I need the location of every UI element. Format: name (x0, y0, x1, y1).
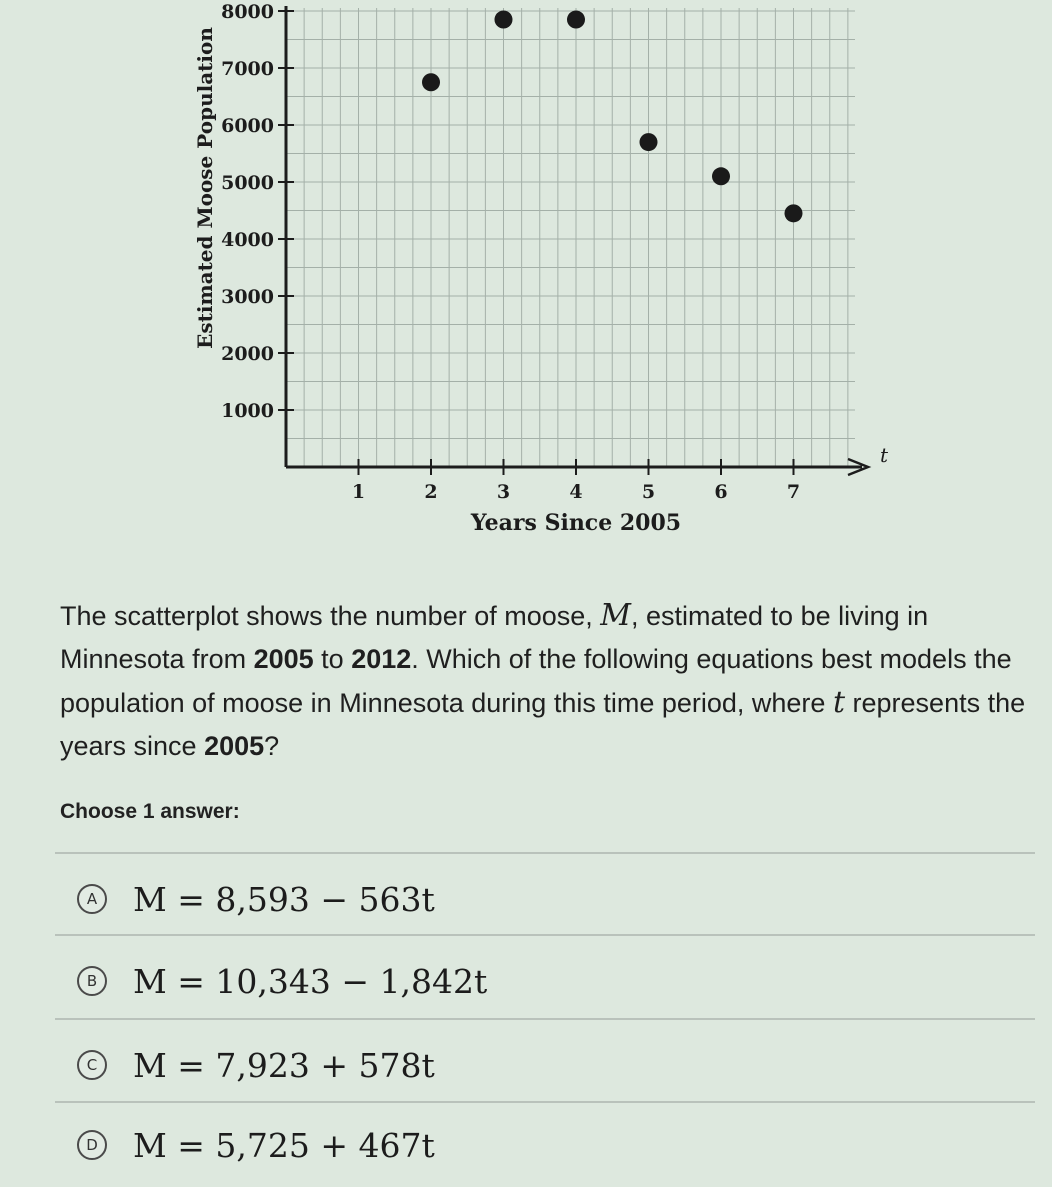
divider (55, 852, 1035, 854)
y-tick-label: 7000 (221, 58, 274, 80)
divider (55, 1101, 1035, 1103)
x-tick-label: 3 (496, 481, 511, 503)
chart-ticks (221, 1, 800, 503)
x-axis-label: Years Since 2005 (470, 510, 682, 536)
option-letter-circle: D (77, 1130, 107, 1160)
question-part: represents the years since (60, 688, 1026, 761)
answer-option-b[interactable] (55, 946, 1035, 1016)
chart-axes (286, 6, 868, 475)
variable-m: M (600, 598, 631, 633)
y-tick-label: 4000 (221, 229, 274, 251)
option-equation: M = 5,725 + 467t (133, 1125, 435, 1165)
answer-option-a[interactable] (55, 864, 1035, 934)
y-tick-label: 2000 (221, 343, 274, 365)
option-letter-circle: C (77, 1050, 107, 1080)
year-end: 2012 (351, 644, 412, 674)
x-tick-label: 2 (424, 481, 438, 503)
option-letter-circle: A (77, 884, 107, 914)
y-tick-label: 8000 (221, 1, 274, 23)
data-point (495, 11, 513, 29)
option-equation: M = 7,923 + 578t (133, 1045, 435, 1085)
variable-t: t (832, 685, 846, 720)
question-part: to (313, 644, 352, 674)
option-equation: M = 8,593 − 563t (133, 879, 435, 919)
answer-option-c[interactable] (55, 1030, 1035, 1100)
question-part: , estimated to be living in Minnesota from (60, 601, 929, 674)
y-axis-label: Estimated Moose Population (193, 27, 217, 349)
option-equation: M = 10,343 − 1,842t (133, 961, 488, 1001)
answer-option-d[interactable] (55, 1110, 1035, 1180)
choose-label: Choose 1 answer: (60, 800, 240, 823)
x-tick-label: 1 (351, 481, 366, 503)
y-tick-label: 6000 (221, 115, 274, 137)
chart-grid (286, 8, 855, 467)
scatterplot (0, 0, 1052, 560)
x-tick-label: 6 (714, 481, 728, 503)
data-point (567, 11, 585, 29)
y-tick-label: 3000 (221, 286, 274, 308)
year-start: 2005 (253, 644, 314, 674)
x-tick-label: 4 (569, 481, 583, 503)
x-tick-label: 5 (641, 481, 656, 503)
data-point (640, 133, 658, 151)
data-point (422, 73, 440, 91)
data-point (712, 167, 730, 185)
x-tick-label: 7 (786, 481, 801, 503)
y-tick-label: 1000 (221, 400, 274, 422)
data-point (785, 204, 803, 222)
divider (55, 934, 1035, 936)
question-part: ? (264, 731, 280, 761)
y-tick-label: 5000 (221, 172, 274, 194)
question-text (60, 594, 1030, 768)
divider (55, 1018, 1035, 1020)
question-part: The scatterplot shows the number of moose, (60, 601, 601, 631)
year-ref: 2005 (204, 731, 265, 761)
question-part: . Which of the following equations best models the population of moose in Minnesota during this time period, where (60, 644, 1012, 718)
option-letter-circle: B (77, 966, 107, 996)
x-axis-variable: t (880, 443, 889, 467)
